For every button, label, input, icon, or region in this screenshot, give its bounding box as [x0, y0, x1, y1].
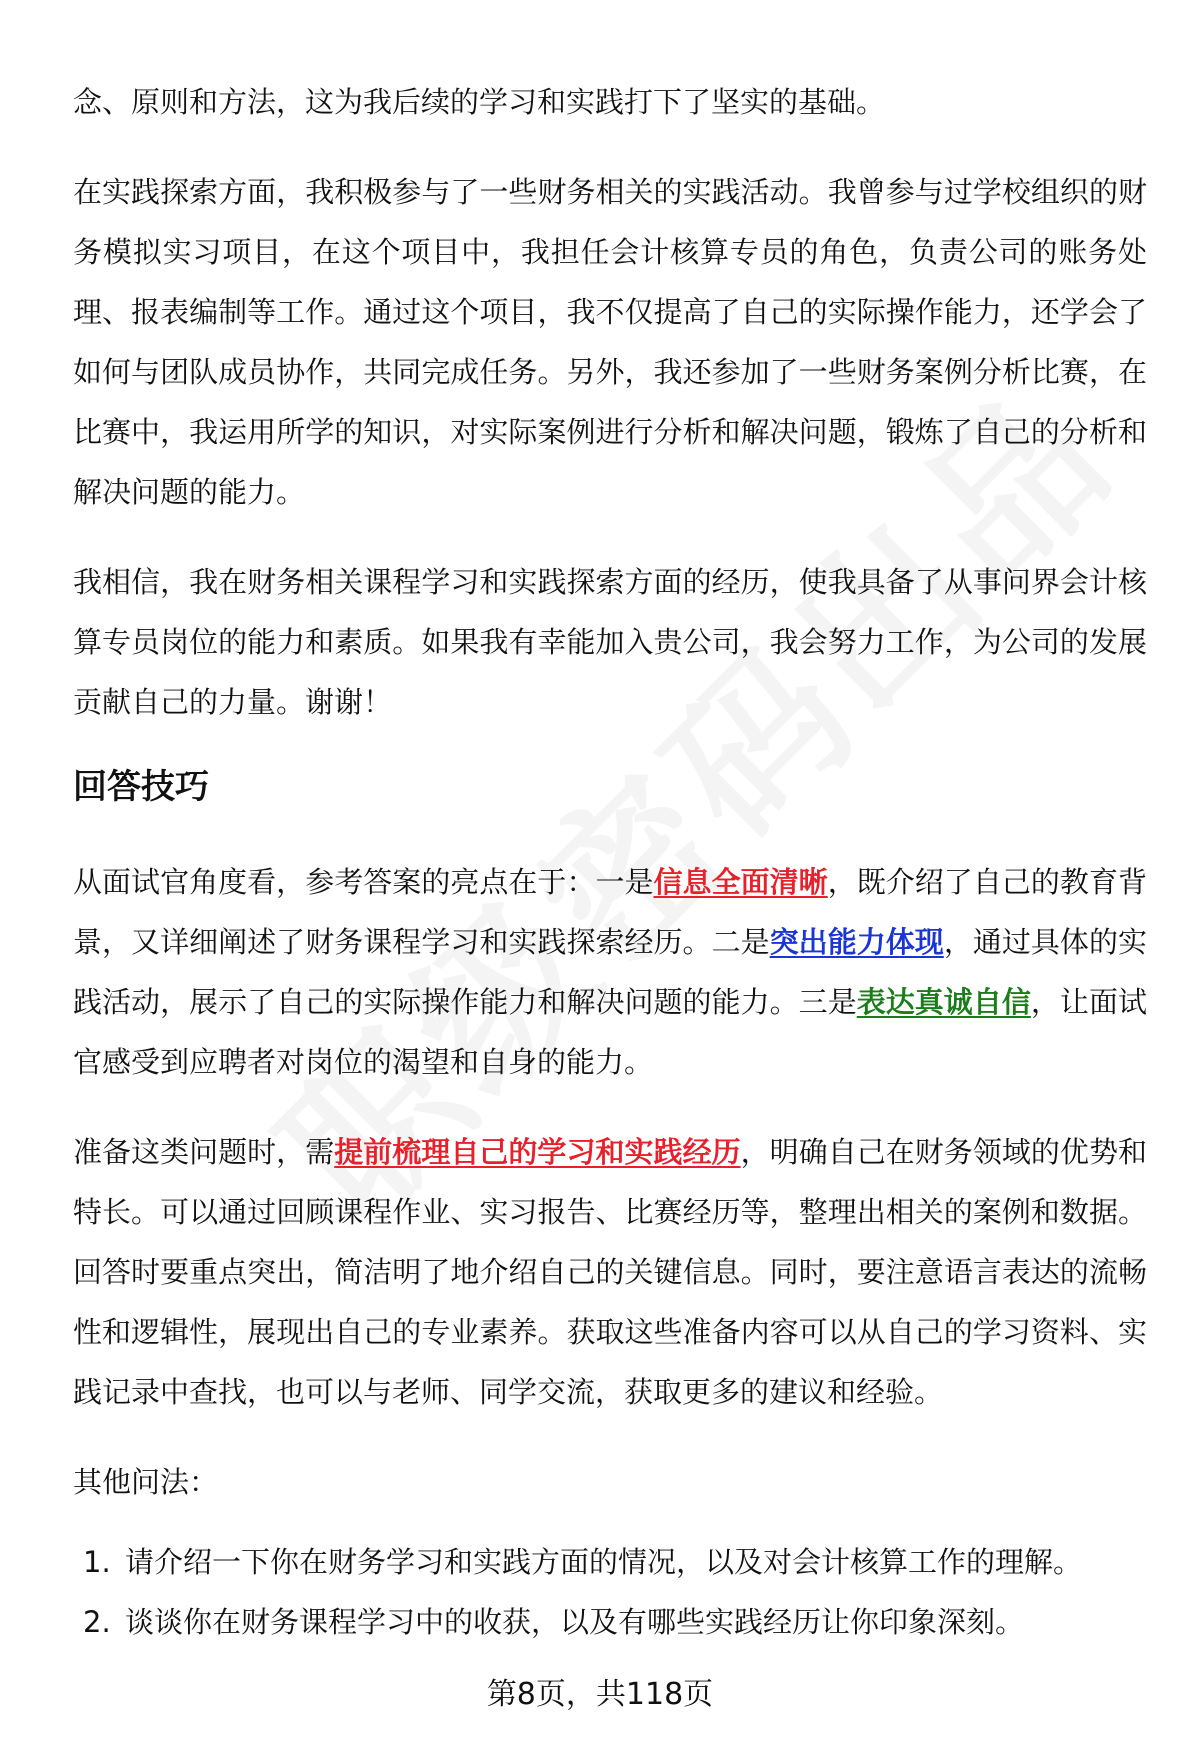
page-footer: 第8页，共118页	[486, 1677, 714, 1712]
section-title: 回答技巧	[73, 767, 209, 807]
list-item-text: 谈谈你在财务课程学习中的收获，以及有哪些实践经历让你印象深刻。	[125, 1605, 1025, 1639]
highlight-ability: 突出能力体现	[769, 925, 944, 959]
highlight-prepare: 提前梳理自己的学习和实践经历	[334, 1135, 741, 1169]
paragraph-conclusion: 我相信，我在财务相关课程学习和实践探索方面的经历，使我具备了从事问界会计核算专员岗位的能力和素质。如果我有幸能加入贵公司，我会努力工作，为公司的发展贡献自己的力量。谢谢！	[73, 565, 1147, 719]
tips-text: 从面试官角度看，参考答案的亮点在于：一是	[73, 865, 654, 899]
paragraph-intro-continuation: 念、原则和方法，这为我后续的学习和实践打下了坚实的基础。	[73, 85, 886, 119]
list-item	[83, 1592, 1147, 1652]
tips-text: ，明确自己在财务领域的优势和特长。可以通过回顾课程作业、实习报告、比赛经历等，整理出相关的案例和数据。回答时要重点突出，简洁明了地介绍自己的关键信息。同时，要注意语言表达的流畅性和逻辑性，展现出自己的专业素养。获取这些准备内容可以从自己的学习资料、实践记录中查找，也可以与老师、同学交流，获取更多的建议和经验。	[73, 1135, 1147, 1409]
list-item-number: 1.	[83, 1545, 111, 1579]
paragraph-tips-highlights	[73, 852, 1147, 1092]
document-body	[73, 72, 1147, 1652]
highlight-sincere: 表达真诚自信	[856, 985, 1031, 1019]
highlight-info-clear: 信息全面清晰	[653, 865, 828, 899]
list-item-number: 2.	[83, 1605, 111, 1639]
list-item-text: 请介绍一下你在财务学习和实践方面的情况，以及对会计核算工作的理解。	[125, 1545, 1083, 1579]
tips-text: ，让面试官感受到应聘者对岗位的渴望和自身的能力。	[73, 985, 1147, 1079]
other-questions-label: 其他问法：	[73, 1465, 219, 1499]
paragraph-tips-preparation	[73, 1122, 1147, 1422]
list-item	[83, 1532, 1147, 1592]
tips-text: ，通过具体的实践活动，展示了自己的实际操作能力和解决问题的能力。三是	[73, 925, 1147, 1019]
other-questions-list	[73, 1532, 1147, 1652]
tips-text: ，既介绍了自己的教育背景，又详细阐述了财务课程学习和实践探索经历。二是	[73, 865, 1147, 959]
tips-text: 准备这类问题时，需	[73, 1135, 335, 1169]
paragraph-practice: 在实践探索方面，我积极参与了一些财务相关的实践活动。我曾参与过学校组织的财务模拟实习项目，在这个项目中，我担任会计核算专员的角色，负责公司的账务处理、报表编制等工作。通过这个项目，我不仅提高了自己的实际操作能力，还学会了如何与团队成员协作，共同完成任务。另外，我还参加了一些财务案例分析比赛，在比赛中，我运用所学的知识，对实际案例进行分析和解决问题，锻炼了自己的分析和解决问题的能力。	[73, 175, 1147, 509]
